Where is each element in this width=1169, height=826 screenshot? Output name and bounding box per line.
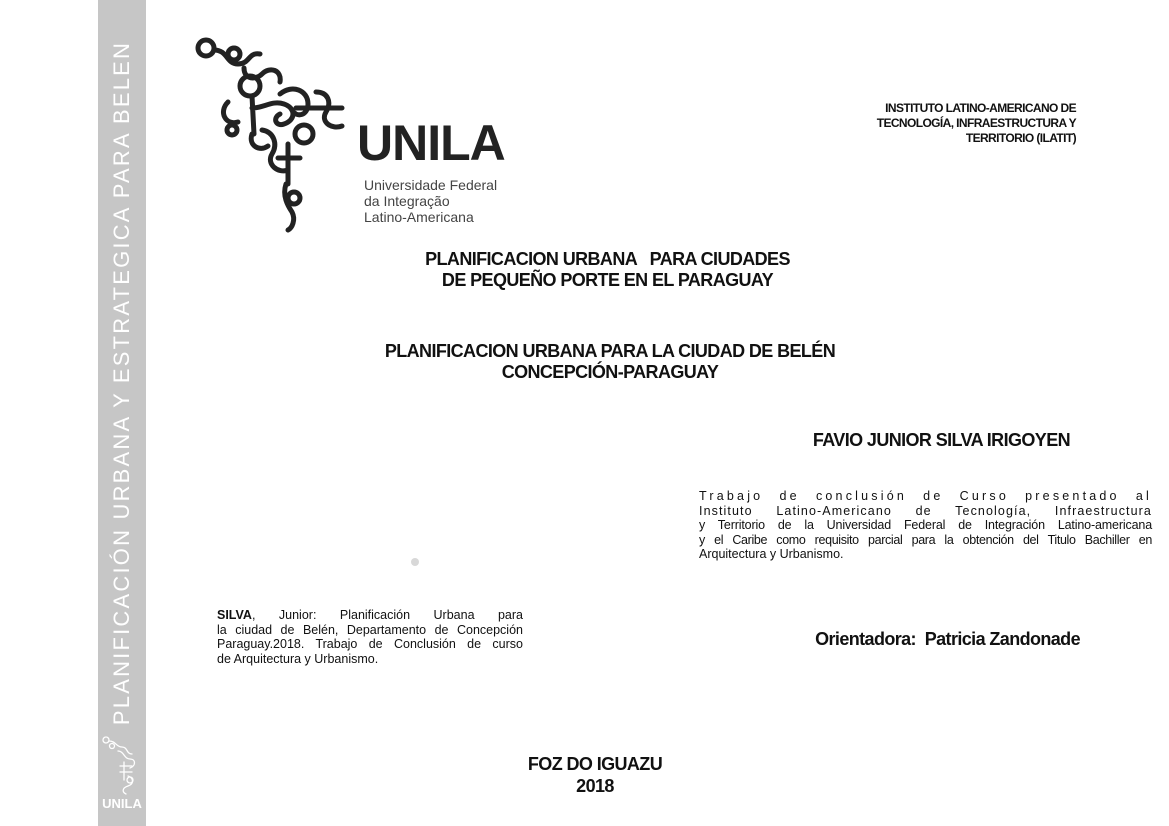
advisor-name: Orientadora: Patricia Zandonade [815, 629, 1080, 649]
work-description-line: y Territorio de la Universidad Federal de Integración Latino-americana [699, 518, 1152, 532]
unila-logo-mark-icon [192, 34, 362, 234]
work-description-line: y el Caribe como requisito parcial para la obtención del Titulo Bachiller en [699, 532, 1152, 547]
sidebar-vertical-title: PLANIFICACIÓN URBANA Y ESTRATEGICA PARA BELEN [109, 40, 134, 726]
logo-wordmark: UNILA [357, 115, 505, 171]
main-title-line: DE PEQUEÑO PORTE EN EL PARAGUAY [441, 270, 774, 290]
footer-city-year [480, 753, 710, 797]
sub-title-line: PLANIFICACION URBANA PARA LA CIUDAD DE BELÉN [384, 341, 836, 361]
citation-line [217, 608, 523, 623]
sub-title [280, 341, 940, 383]
institute-line: INSTITUTO LATINO-AMERICANO DE [885, 101, 1076, 115]
logo-subtitle [364, 177, 497, 225]
logo-subtitle-line: da Integração [364, 193, 450, 209]
logo-subtitle-line: Universidade Federal [364, 177, 498, 193]
work-description-line: Instituto Latino-Americano de Tecnología, Infraestructura [699, 503, 1152, 518]
sidebar-logo-text: UNILA [102, 796, 142, 811]
sub-title-line: CONCEPCIÓN-PARAGUAY [501, 362, 719, 382]
citation-line: de Arquitectura y Urbanismo. [217, 651, 379, 666]
institute-name [800, 101, 1076, 146]
citation-reference [217, 608, 523, 666]
citation-line: la ciudad de Belén, Departamento de Concepción [217, 622, 523, 637]
main-title-line: PLANIFICACION URBANA PARA CIUDADES [425, 249, 790, 269]
author-name: FAVIO JUNIOR SILVA IRIGOYEN [812, 430, 1070, 450]
work-description-line: Trabajo de conclusión de Curso presentado al [699, 489, 1152, 503]
main-title [330, 249, 885, 291]
decorative-dot [411, 558, 419, 566]
citation-surname: SILVA [217, 608, 252, 622]
footer-city: FOZ DO IGUAZU [527, 754, 663, 774]
institute-line: TERRITORIO (ILATIT) [965, 131, 1076, 145]
citation-line-rest: , Junior: Planificación Urbana para [251, 608, 523, 622]
footer-year: 2018 [576, 776, 614, 796]
work-description-line: Arquitectura y Urbanismo. [699, 547, 844, 561]
citation-line: Paraguay.2018. Trabajo de Conclusión de curso [217, 637, 523, 651]
work-description [699, 489, 1152, 562]
institute-line: TECNOLOGÍA, INFRAESTRUCTURA Y [876, 116, 1076, 130]
logo-subtitle-line: Latino-Americana [364, 209, 474, 225]
